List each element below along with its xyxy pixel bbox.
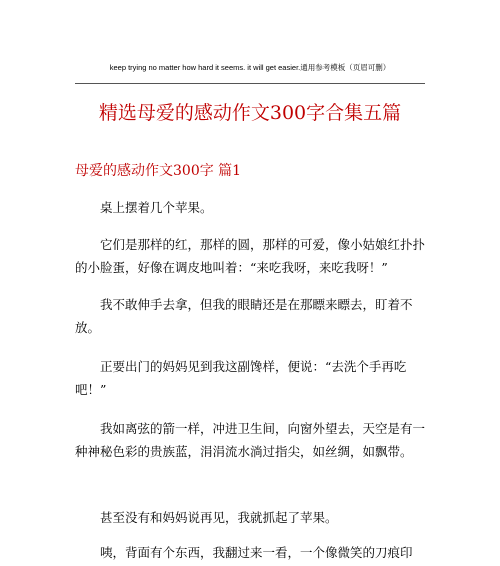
paragraph: 我不敢伸手去拿，但我的眼睛还是在那瞟来瞟去，盯着不放。 (75, 297, 413, 335)
paragraph: 甚至没有和妈妈说再见，我就抓起了苹果。 (100, 510, 338, 525)
paragraph: 正要出门的妈妈见到我这副馋样，便说：“去洗个手再吃吧！” (75, 359, 407, 397)
paragraph: 桌上摆着几个苹果。 (100, 200, 213, 215)
paragraph: 咦，背面有个东西，我翻过来一看，一个像微笑的刀痕印 (100, 545, 413, 560)
document-title: 精选母爱的感动作文300字合集五篇 (98, 102, 402, 124)
page-header: keep trying no matter how hard it seems. it will get easier.通用参考模板（页眉可删） (109, 63, 391, 72)
header-divider (75, 83, 425, 84)
paragraph: 它们是那样的红，那样的圆，那样的可爱，像小姑娘红扑扑的小脸蛋，好像在调皮地叫着：“来吃我呀，来吃我呀！” (75, 237, 426, 275)
paragraph: 我如离弦的箭一样，冲进卫生间，向窗外望去，天空是有一种神秘色彩的贵族蓝，涓涓流水淌过指尖，如丝绸，如飘带。 (75, 421, 426, 459)
section-heading: 母爱的感动作文300字 篇1 (75, 163, 242, 179)
